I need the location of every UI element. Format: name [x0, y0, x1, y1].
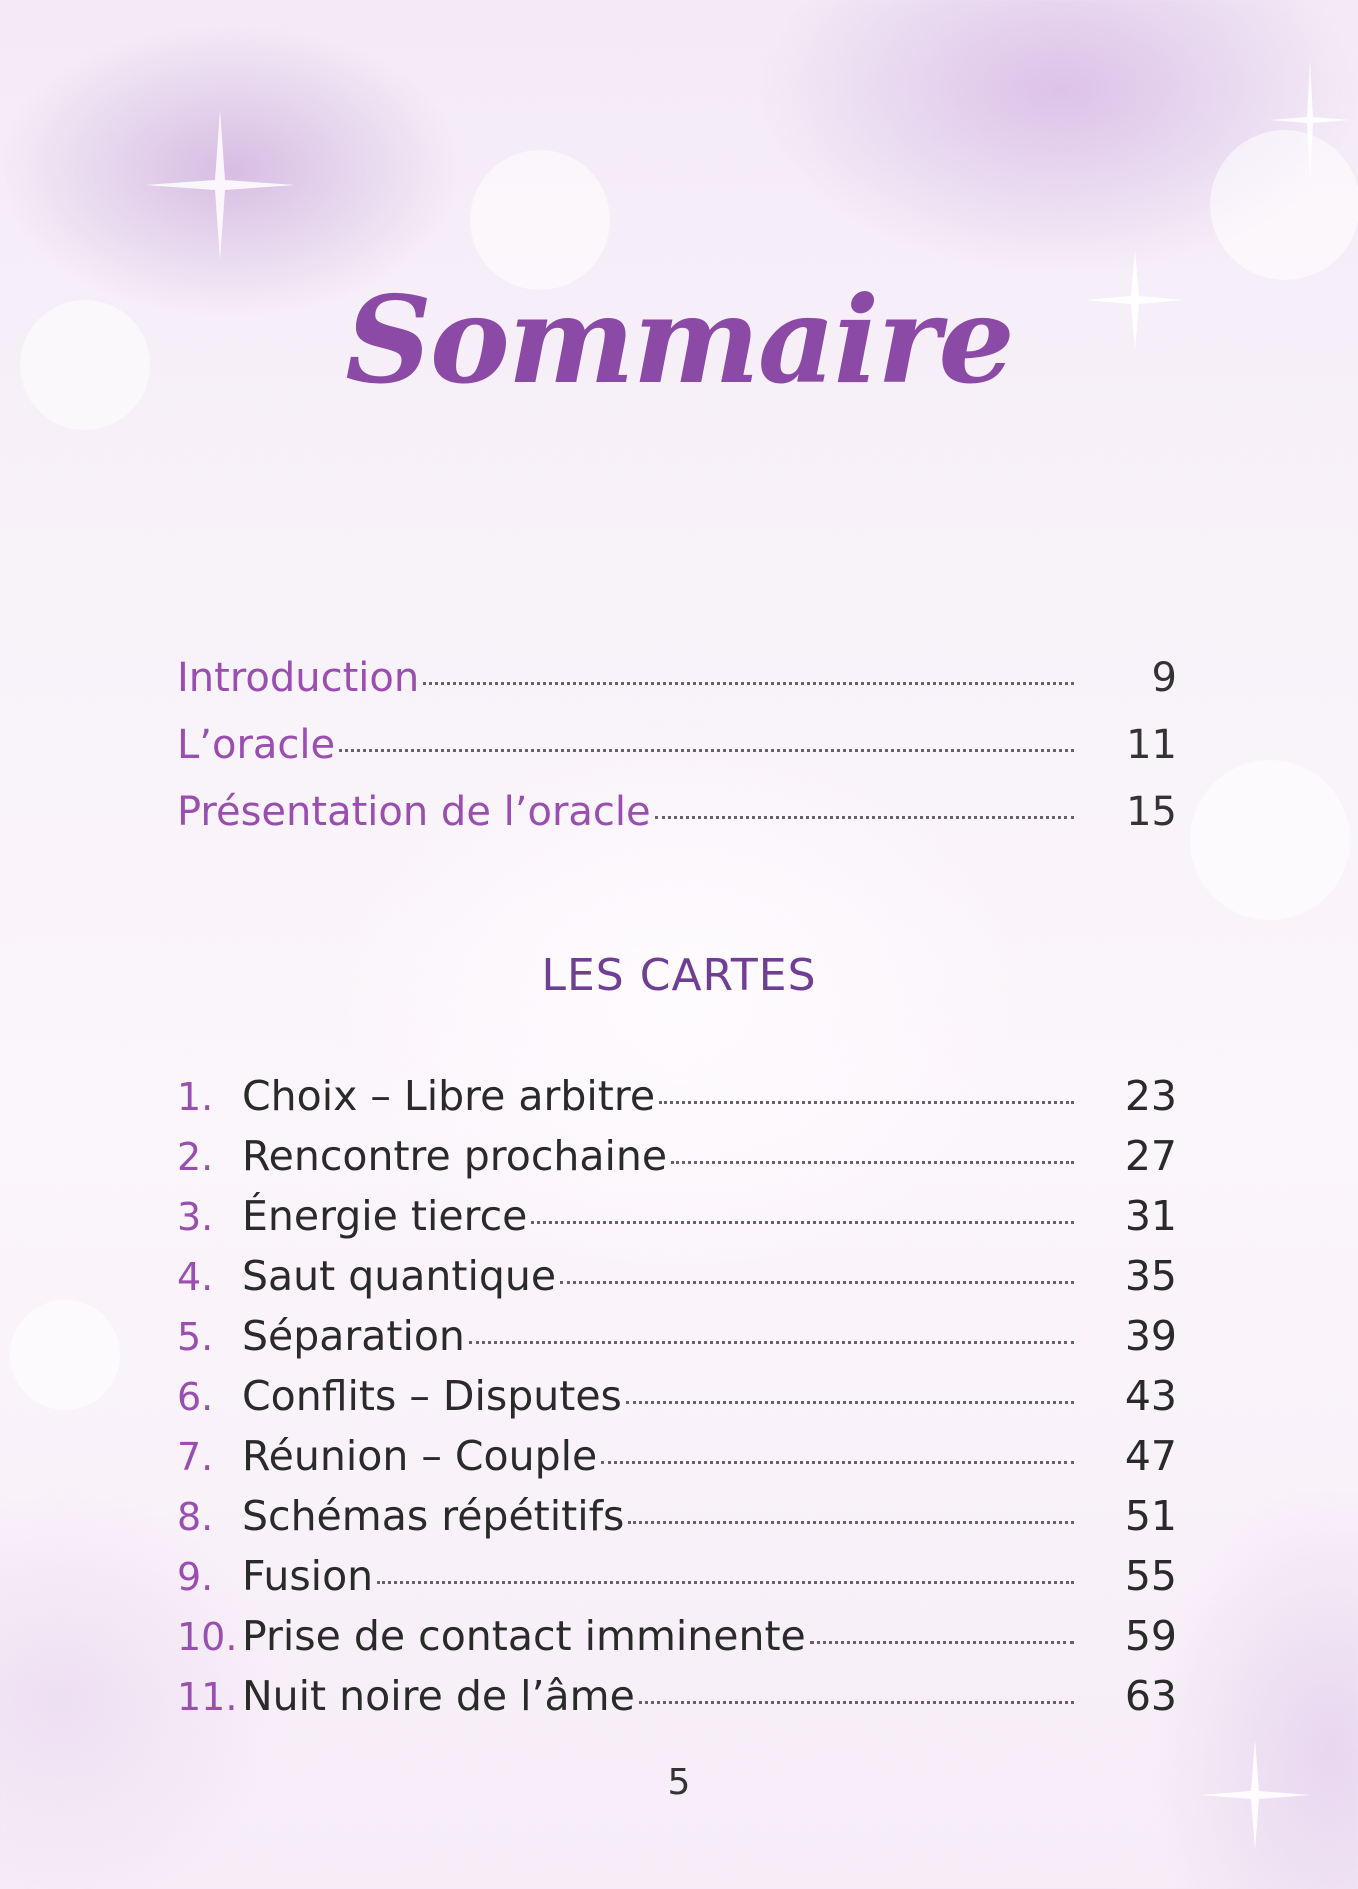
- toc-page-number: 31: [1124, 1192, 1177, 1240]
- toc-page-number: 39: [1124, 1312, 1177, 1360]
- toc-entry-label: Conflits – Disputes: [242, 1372, 622, 1420]
- card-number: 11.: [177, 1675, 238, 1719]
- toc-card-entry[interactable]: [177, 1072, 1177, 1128]
- bokeh-light: [1190, 760, 1350, 920]
- dot-leader: [469, 1341, 1074, 1344]
- dot-leader: [339, 749, 1074, 752]
- card-number: 10.: [177, 1615, 238, 1659]
- dot-leader: [655, 816, 1074, 819]
- toc-card-entry[interactable]: [177, 1132, 1177, 1188]
- dot-leader: [601, 1461, 1074, 1464]
- card-number: 4.: [177, 1255, 214, 1299]
- toc-entry-label: Séparation: [242, 1312, 465, 1360]
- card-number: 8.: [177, 1495, 214, 1539]
- sparkle-icon: [1270, 60, 1350, 180]
- card-number: 3.: [177, 1195, 214, 1239]
- dot-leader: [626, 1401, 1074, 1404]
- dot-leader: [531, 1221, 1074, 1224]
- dot-leader: [639, 1701, 1074, 1704]
- toc-page-number: 35: [1124, 1252, 1177, 1300]
- dot-leader: [560, 1281, 1074, 1284]
- dot-leader: [423, 682, 1074, 685]
- toc-card-entry[interactable]: [177, 1252, 1177, 1308]
- toc-page-number: 43: [1124, 1372, 1177, 1420]
- toc-page-number: 47: [1124, 1432, 1177, 1480]
- toc-card-entry[interactable]: [177, 1672, 1177, 1728]
- toc-card-entry[interactable]: [177, 1432, 1177, 1488]
- toc-entry-introduction[interactable]: [177, 655, 1177, 711]
- dot-leader: [628, 1521, 1074, 1524]
- toc-card-entry[interactable]: [177, 1372, 1177, 1428]
- toc-page-number: 23: [1124, 1072, 1177, 1120]
- toc-entry-label: Introduction: [177, 655, 420, 701]
- toc-entry-oracle[interactable]: [177, 722, 1177, 778]
- toc-page-number: 27: [1124, 1132, 1177, 1180]
- toc-page-number: 9: [1151, 655, 1177, 701]
- toc-page-number: 51: [1124, 1492, 1177, 1540]
- toc-entry-label: Schémas répétitifs: [242, 1492, 625, 1540]
- toc-card-entry[interactable]: [177, 1492, 1177, 1548]
- toc-card-entry[interactable]: [177, 1192, 1177, 1248]
- toc-entry-label: L’oracle: [177, 722, 336, 768]
- dot-leader: [810, 1641, 1074, 1644]
- dot-leader: [377, 1581, 1074, 1584]
- card-number: 6.: [177, 1375, 214, 1419]
- toc-entry-label: Saut quantique: [242, 1252, 557, 1300]
- page-title: Sommaire: [345, 270, 1013, 411]
- toc-entry-label: Rencontre prochaine: [242, 1132, 668, 1180]
- toc-card-entry[interactable]: [177, 1312, 1177, 1368]
- sparkle-icon: [145, 110, 295, 260]
- card-number: 7.: [177, 1435, 214, 1479]
- toc-page-number: 15: [1126, 789, 1177, 835]
- toc-page-number: 63: [1124, 1672, 1177, 1720]
- toc-entry-label: Choix – Libre arbitre: [242, 1072, 656, 1120]
- dot-leader: [659, 1101, 1074, 1104]
- card-number: 9.: [177, 1555, 214, 1599]
- toc-entry-label: Fusion: [242, 1552, 374, 1600]
- toc-page-number: 11: [1126, 722, 1177, 768]
- card-number: 5.: [177, 1315, 214, 1359]
- toc-page-number: 59: [1124, 1612, 1177, 1660]
- section-heading: LES CARTES: [541, 950, 817, 1001]
- toc-card-entry[interactable]: [177, 1612, 1177, 1668]
- card-number: 1.: [177, 1075, 214, 1119]
- toc-page-number: 55: [1124, 1552, 1177, 1600]
- toc-entry-label: Présentation de l’oracle: [177, 789, 651, 835]
- toc-entry-label: Prise de contact imminente: [242, 1612, 806, 1660]
- toc-entry-label: Énergie tierce: [242, 1192, 528, 1240]
- card-number: 2.: [177, 1135, 214, 1179]
- page-number: 5: [667, 1762, 691, 1803]
- bokeh-light: [10, 1300, 120, 1410]
- toc-entry-label: Réunion – Couple: [242, 1432, 598, 1480]
- dot-leader: [671, 1161, 1074, 1164]
- toc-entry-label: Nuit noire de l’âme: [242, 1672, 635, 1720]
- bokeh-light: [470, 150, 610, 290]
- toc-card-entry[interactable]: [177, 1552, 1177, 1608]
- toc-entry-presentation[interactable]: [177, 789, 1177, 845]
